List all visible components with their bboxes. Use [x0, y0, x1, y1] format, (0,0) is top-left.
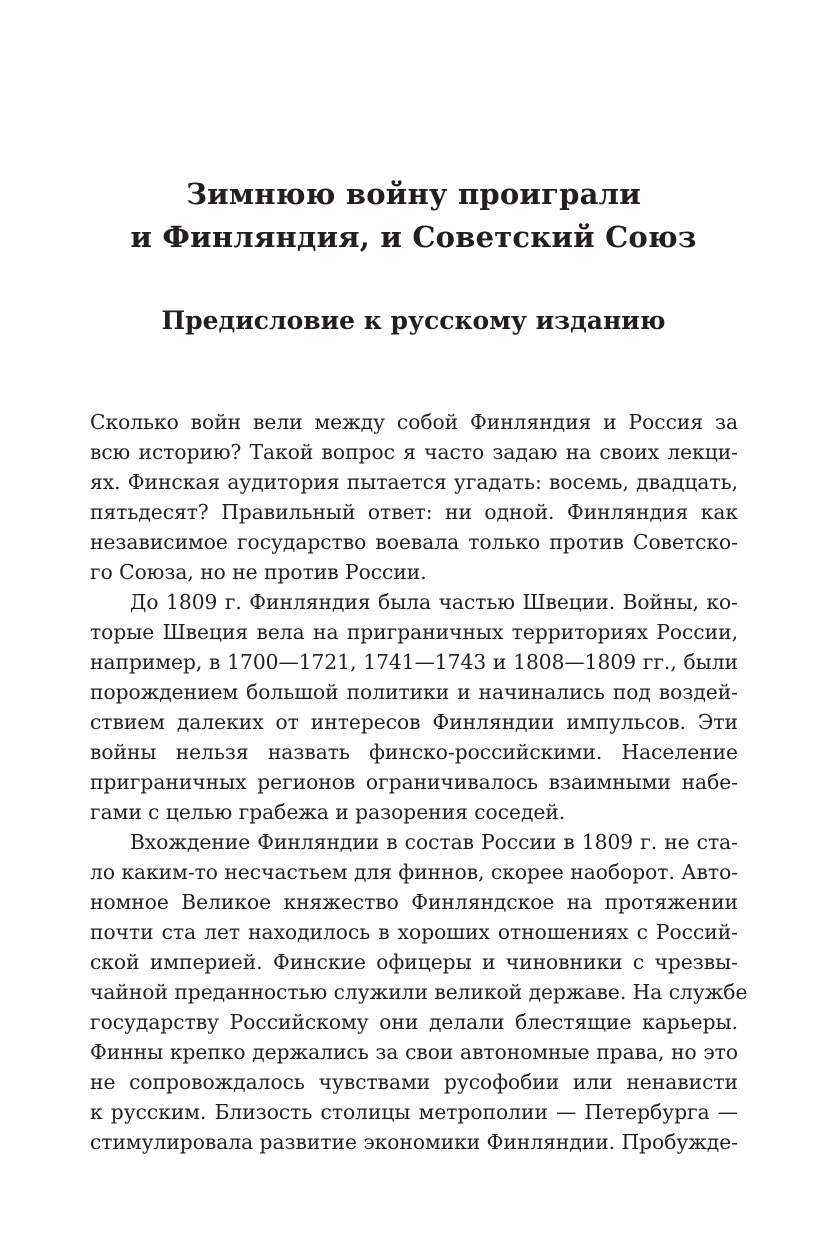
text-line: стимулировала развитие экономики Финляндии. Пробужде-: [90, 1130, 738, 1154]
text-line: гами с целью грабежа и разорения соседей.: [90, 800, 566, 824]
text-line: войны нельзя назвать финско-российскими. Население: [90, 740, 738, 764]
text-line: До 1809 г. Финляндия была частью Швеции. Войны, ко-: [130, 590, 738, 614]
text-line: номное Великое княжество Финляндское на протяжении: [90, 890, 738, 914]
text-line: всю историю? Такой вопрос я часто задаю на своих лекци-: [90, 440, 738, 464]
text-line: Вхождение Финляндии в состав России в 1809 г. не ста-: [130, 830, 738, 854]
chapter-subtitle: Предисловие к русскому изданию: [161, 306, 666, 335]
text-line: к русским. Близость столицы метрополии — Петербурга —: [90, 1100, 738, 1124]
text-line: ях. Финская аудитория пытается угадать: восемь, двадцать,: [90, 470, 738, 494]
text-line: почти ста лет находилось в хороших отношениях с Россий-: [90, 920, 738, 944]
text-line: государству Российскому они делали блестящие карьеры.: [90, 1010, 738, 1034]
text-line: независимое государство воевала только против Советско-: [90, 530, 738, 554]
text-line: Финны крепко держались за свои автономные права, но это: [90, 1040, 738, 1064]
chapter-title-line-2: и Финляндия, и Советский Союз: [130, 220, 697, 254]
text-line: ской империей. Финские офицеры и чиновники с чрезвы-: [90, 950, 738, 974]
text-line: порождением большой политики и начинались под воздей-: [90, 680, 738, 704]
text-line: приграничных регионов ограничивалось взаимными набе-: [90, 770, 738, 794]
body-text: [90, 407, 748, 1157]
text-line: ло каким-то несчастьем для финнов, скорее наоборот. Авто-: [90, 860, 739, 884]
text-line: пятьдесят? Правильный ответ: ни одной. Финляндия как: [90, 500, 738, 524]
chapter-title-line-1: Зимнюю войну проиграли: [186, 177, 641, 211]
text-line: го Союза, но не против России.: [90, 560, 427, 584]
text-line: Сколько войн вели между собой Финляндия и Россия за: [90, 410, 738, 434]
text-line: не сопровождалось чувствами русофобии или ненависти: [90, 1070, 738, 1094]
text-line: торые Швеция вела на приграничных территориях России,: [90, 620, 738, 644]
text-line: чайной преданностью служили великой державе. На службе: [90, 980, 748, 1004]
text-line: ствием далеких от интересов Финляндии импульсов. Эти: [90, 710, 738, 734]
text-line: например, в 1700—1721, 1741—1743 и 1808—1809 гг., были: [90, 650, 738, 674]
